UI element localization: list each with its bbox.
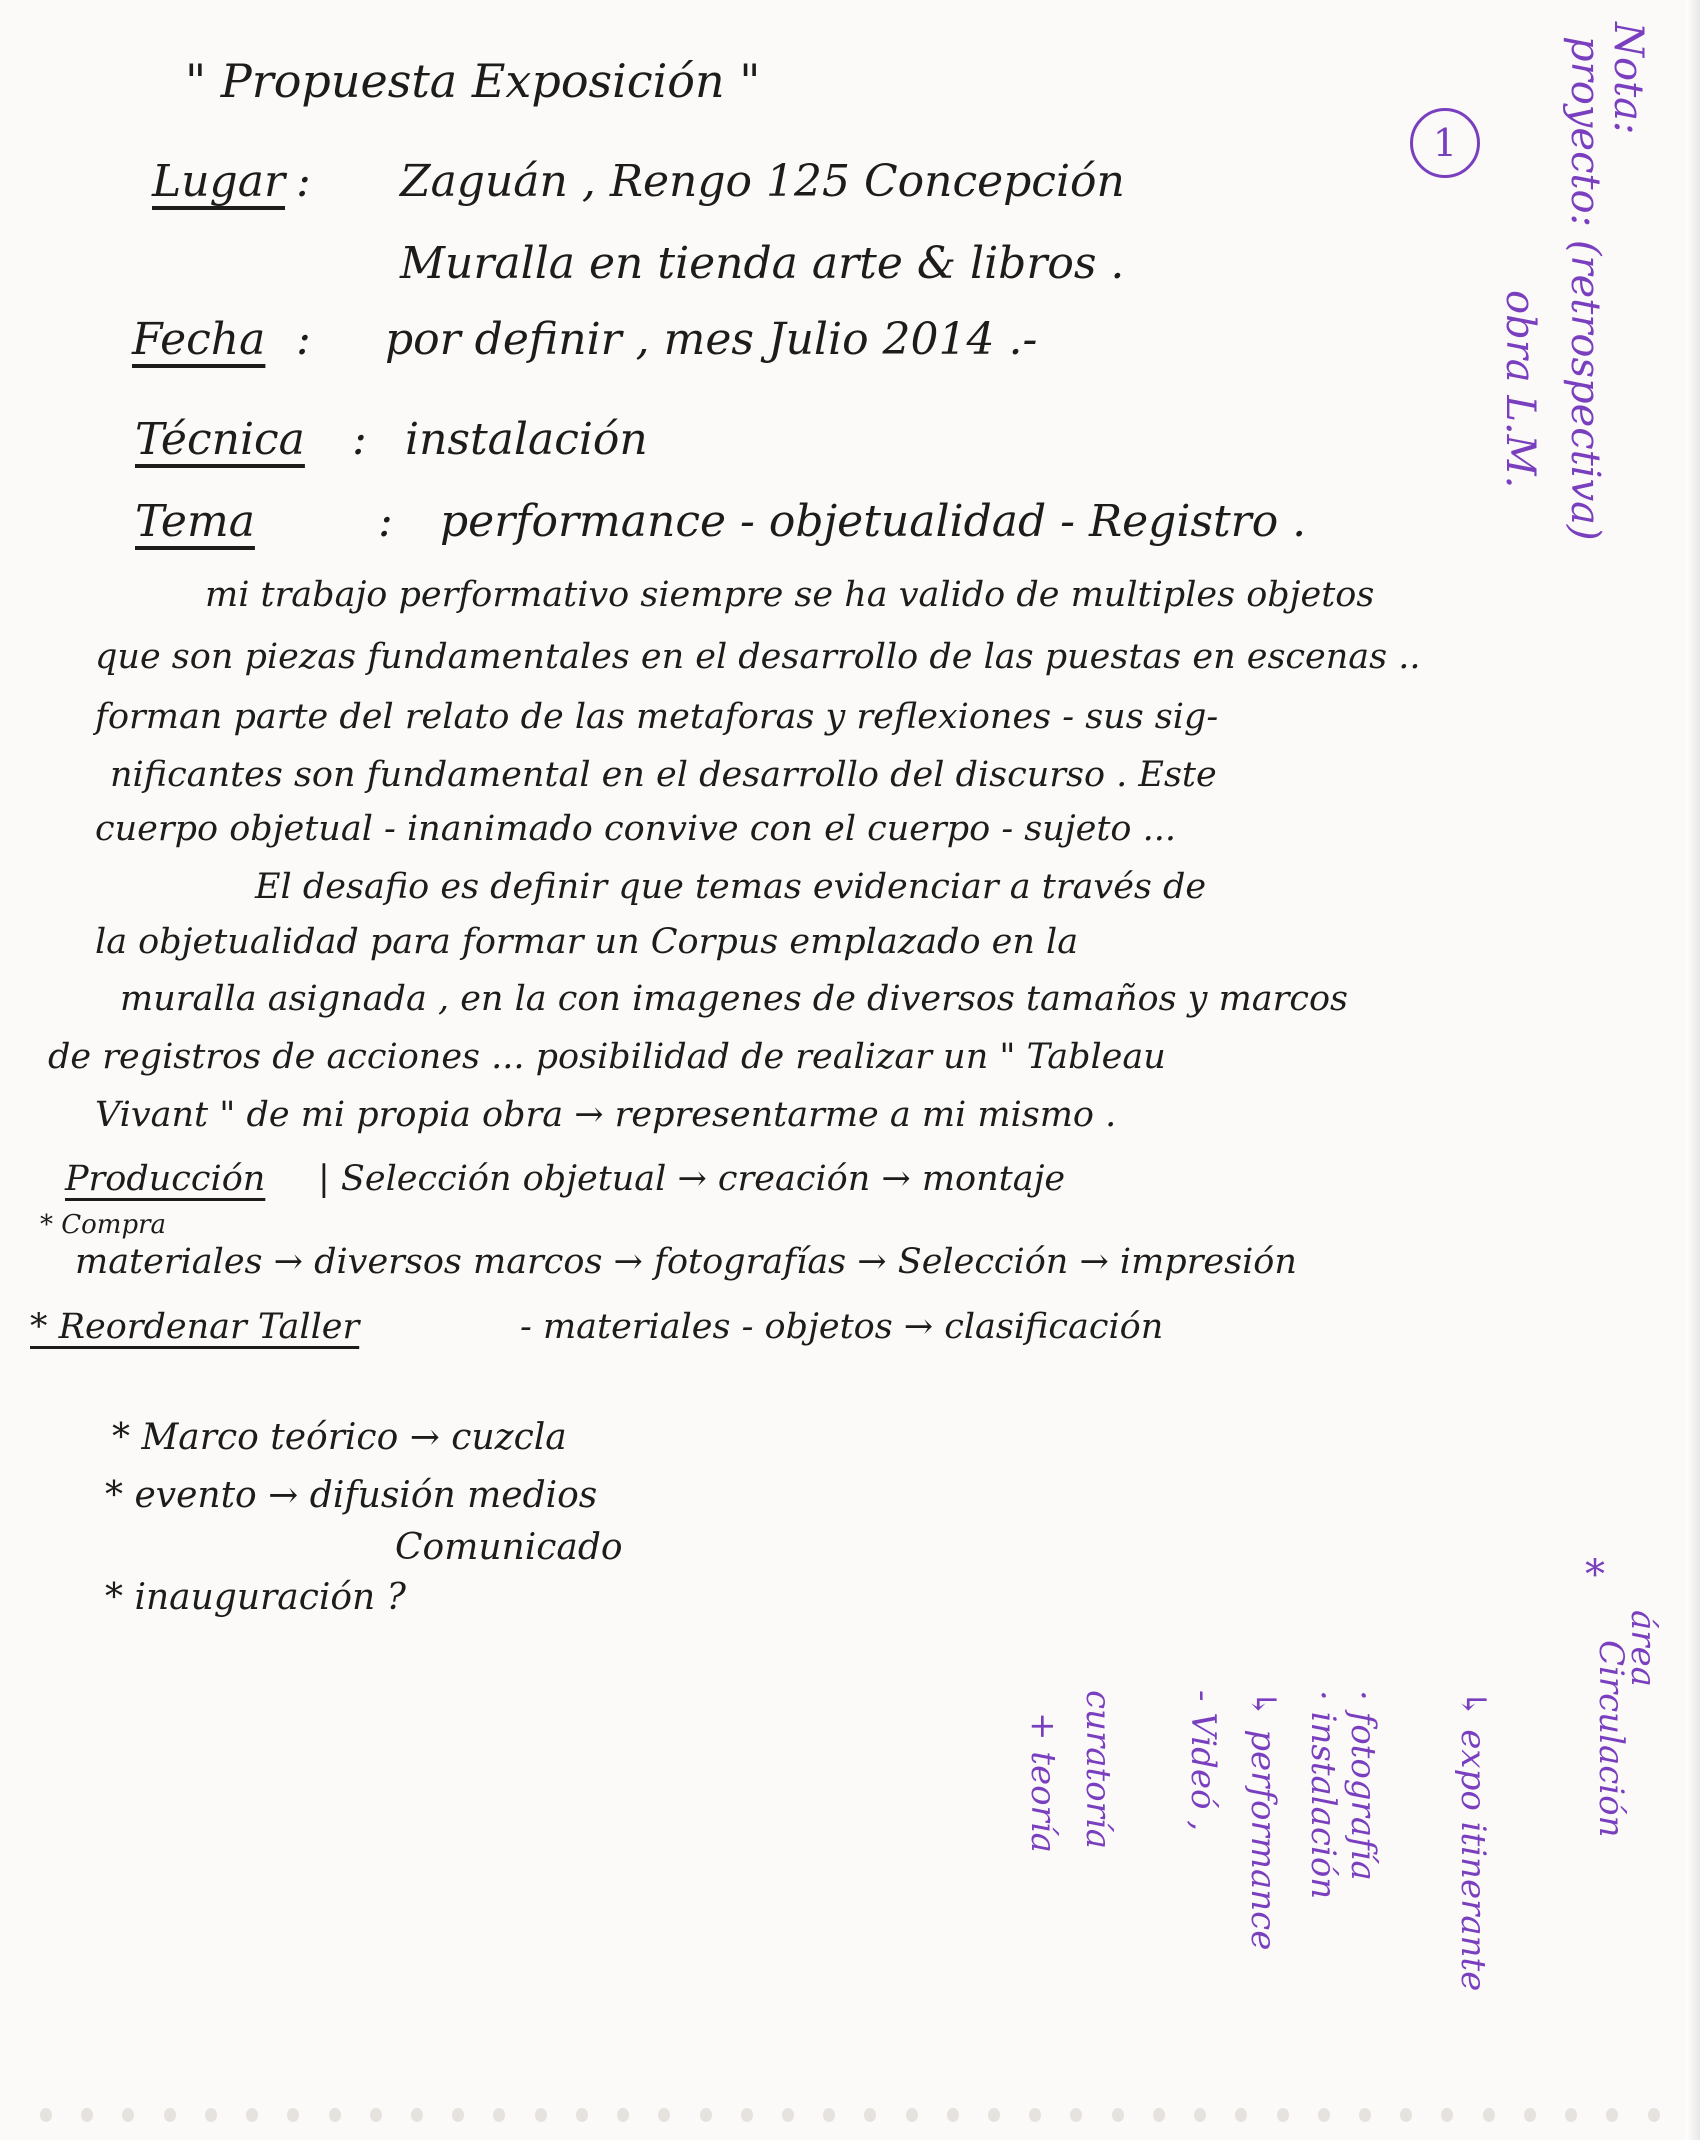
paragraph-line: Vivant " de mi propia obra → representarme a mi mismo .: [95, 1095, 1117, 1135]
spiral-hole: [535, 2108, 547, 2122]
paragraph-line: nificantes son fundamental en el desarrollo del discurso . Este: [110, 755, 1217, 795]
paragraph-line: cuerpo objetual - inanimado convive con el cuerpo - sujeto ...: [95, 809, 1176, 849]
margin-column: curatoría: [1078, 1690, 1118, 1849]
page-title: " Propuesta Exposición ": [185, 54, 761, 108]
spiral-hole: [1565, 2108, 1577, 2122]
paragraph-line: El desafio es definir que temas evidenciar a través de: [255, 867, 1207, 907]
spiral-hole: [741, 2108, 753, 2122]
lugar-value-2: Muralla en tienda arte & libros .: [400, 238, 1125, 289]
spiral-hole: [1606, 2108, 1618, 2122]
nota-line-3: obra L.M.: [1497, 290, 1543, 489]
paragraph-line: forman parte del relato de las metaforas y reflexiones - sus sig-: [95, 697, 1219, 737]
circle-number: 1: [1410, 108, 1480, 178]
margin-column: Circulación: [1591, 1640, 1631, 1838]
margin-column: · fotografía: [1343, 1690, 1383, 1881]
paragraph-line: la objetualidad para formar un Corpus emplazado en la: [95, 922, 1079, 962]
spiral-hole: [370, 2108, 382, 2122]
spiral-hole: [617, 2108, 629, 2122]
spiral-hole: [1112, 2108, 1124, 2122]
spiral-holes: [40, 2108, 1660, 2126]
lugar-label: Lugar: [152, 156, 285, 207]
tema-colon: :: [378, 496, 393, 547]
fecha-value: por definir , mes Julio 2014 .-: [385, 314, 1038, 365]
spiral-hole: [1153, 2108, 1165, 2122]
paragraph-line: muralla asignada , en la con imagenes de diversos tamaños y marcos: [120, 979, 1348, 1019]
spiral-hole: [823, 2108, 835, 2122]
spiral-hole: [452, 2108, 464, 2122]
spiral-hole: [700, 2108, 712, 2122]
reordenar-line: - materiales - objetos → clasificación: [520, 1307, 1164, 1347]
spiral-hole: [1318, 2108, 1330, 2122]
spiral-hole: [287, 2108, 299, 2122]
spiral-hole: [329, 2108, 341, 2122]
asterisk-mark: *: [1585, 1552, 1605, 1598]
spiral-hole: [1194, 2108, 1206, 2122]
spiral-hole: [1441, 2108, 1453, 2122]
spiral-hole: [246, 2108, 258, 2122]
spiral-hole: [1483, 2108, 1495, 2122]
paragraph-line: que son piezas fundamentales en el desarrollo de las puestas en escenas ..: [95, 637, 1421, 677]
spiral-hole: [947, 2108, 959, 2122]
compra-line: materiales → diversos marcos → fotografías → Selección → impresión: [75, 1242, 1297, 1282]
spiral-hole: [864, 2108, 876, 2122]
list-item: Comunicado: [395, 1527, 623, 1568]
fecha-label: Fecha: [132, 314, 266, 365]
list-item: * inauguración ?: [105, 1577, 406, 1618]
spiral-hole: [576, 2108, 588, 2122]
spiral-hole: [1070, 2108, 1082, 2122]
tema-label: Tema: [135, 496, 255, 547]
spiral-hole: [122, 2108, 134, 2122]
paragraph-line: de registros de acciones ... posibilidad de realizar un " Tableau: [48, 1037, 1166, 1077]
spiral-hole: [906, 2108, 918, 2122]
spiral-hole: [1029, 2108, 1041, 2122]
lugar-colon: :: [296, 156, 311, 207]
tecnica-value: instalación: [405, 414, 648, 465]
tema-value: performance - objetualidad - Registro .: [440, 496, 1307, 547]
margin-column: área: [1623, 1610, 1663, 1687]
margin-column: ↳ performance: [1243, 1690, 1283, 1951]
margin-column: - Videó ,: [1183, 1690, 1223, 1832]
produccion-label: Producción: [65, 1159, 266, 1199]
compra-small: * Compra: [40, 1210, 167, 1240]
spiral-hole: [658, 2108, 670, 2122]
tecnica-label: Técnica: [135, 414, 305, 465]
margin-column: · instalación: [1303, 1690, 1343, 1900]
spiral-hole: [1359, 2108, 1371, 2122]
margin-column: ↳ expo itinerante: [1453, 1690, 1493, 1992]
nota-line-2: proyecto: (retrospectiva): [1562, 36, 1608, 541]
spiral-hole: [1400, 2108, 1412, 2122]
nota-line-1: Nota:: [1605, 22, 1651, 135]
list-item: * evento → difusión medios: [105, 1475, 598, 1516]
spiral-hole: [81, 2108, 93, 2122]
tecnica-colon: :: [352, 414, 367, 465]
fecha-colon: :: [296, 314, 311, 365]
spiral-hole: [782, 2108, 794, 2122]
spiral-hole: [1277, 2108, 1289, 2122]
spiral-hole: [1235, 2108, 1247, 2122]
spiral-hole: [1524, 2108, 1536, 2122]
page-edge: [1686, 0, 1700, 2140]
spiral-hole: [411, 2108, 423, 2122]
spiral-hole: [205, 2108, 217, 2122]
spiral-hole: [988, 2108, 1000, 2122]
lugar-value-1: Zaguán , Rengo 125 Concepción: [400, 156, 1125, 207]
spiral-hole: [493, 2108, 505, 2122]
margin-column: + teoría: [1023, 1712, 1063, 1853]
paragraph-line: mi trabajo performativo siempre se ha valido de multiples objetos: [205, 575, 1375, 615]
spiral-hole: [40, 2108, 52, 2122]
reordenar-label: * Reordenar Taller: [30, 1307, 360, 1347]
produccion-line: | Selección objetual → creación → montaje: [318, 1159, 1066, 1199]
spiral-hole: [1648, 2108, 1660, 2122]
spiral-hole: [164, 2108, 176, 2122]
list-item: * Marco teórico → cuzcla: [112, 1417, 567, 1458]
